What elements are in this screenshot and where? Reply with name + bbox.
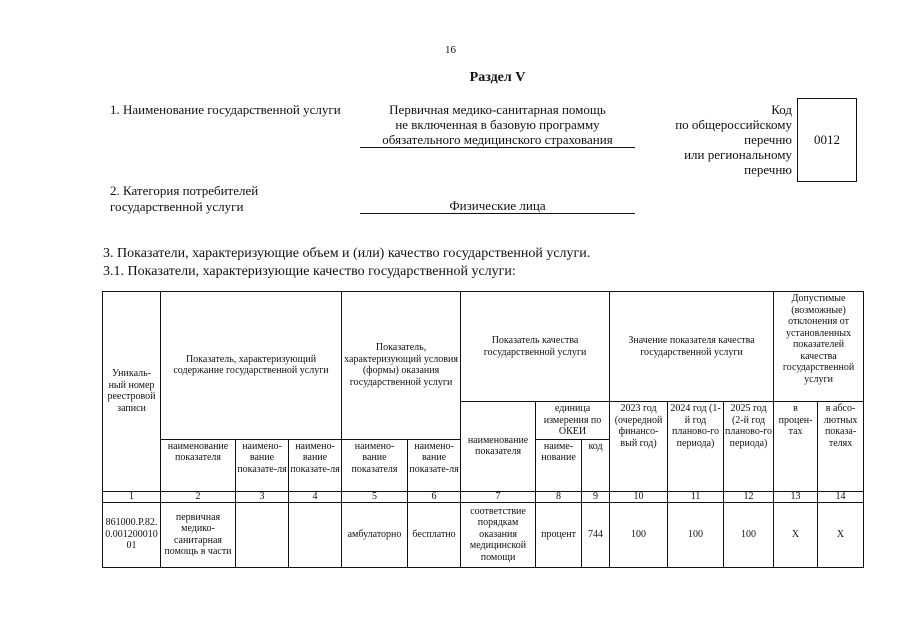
- column-number: 4: [289, 491, 342, 502]
- column-number: 7: [461, 491, 536, 502]
- cell-unit-code: 744: [582, 502, 610, 567]
- header-conditions-group: Показатель, характеризующий условия (формы) оказания государственной услуги: [342, 292, 461, 440]
- consumer-category-label: [110, 183, 258, 215]
- header-absolute: в абсо-лютных показа-телях: [818, 402, 864, 492]
- header-content-group: Показатель, характеризующий содержание государственной услуги: [161, 292, 342, 440]
- column-number: 14: [818, 491, 864, 502]
- column-number: 2: [161, 491, 236, 502]
- header-year-2024: 2024 год (1-й год планово-го периода): [668, 402, 724, 492]
- consumer-category-label-line-2: государственной услуги: [110, 199, 244, 214]
- column-number: 1: [103, 491, 161, 502]
- header-unit-code: код: [582, 439, 610, 491]
- service-name-line-2: не включенная в базовую программу: [395, 117, 600, 132]
- cell-condition-1: амбулаторно: [342, 502, 408, 567]
- header-unit-group: единица измерения по ОКЕИ: [536, 402, 610, 440]
- cell-registry-number: 861000.Р.82.0.00120001001: [103, 502, 161, 567]
- column-number: 3: [236, 491, 289, 502]
- column-number: 13: [774, 491, 818, 502]
- cell-content-2: [236, 502, 289, 567]
- header-unique-number: Уникаль-ный номер реестровой записи: [103, 292, 161, 492]
- header-indicator-name: наименование показателя: [461, 402, 536, 492]
- cell-deviation-percent: Х: [774, 502, 818, 567]
- header-conditions-col-2: наимено-вание показате-ля: [408, 439, 461, 491]
- column-number: 8: [536, 491, 582, 502]
- header-deviation-group: Допустимые (возможные) отклонения от установленных показателей качества государственной услуги: [774, 292, 864, 402]
- column-number: 5: [342, 491, 408, 502]
- indicators-heading: 3. Показатели, характеризующие объем и (или) качество государственной услуги.: [103, 246, 591, 261]
- quality-indicators-table: [102, 291, 864, 568]
- quality-heading: 3.1. Показатели, характеризующие качество государственной услуги:: [103, 264, 516, 279]
- section-title: Раздел V: [469, 70, 526, 85]
- code-label-line-5: перечню: [744, 162, 792, 177]
- header-value-group: Значение показателя качества государственной услуги: [610, 292, 774, 402]
- header-content-col-1: наименование показателя: [161, 439, 236, 491]
- cell-value-2024: 100: [668, 502, 724, 567]
- header-quality-group: Показатель качества государственной услуги: [461, 292, 610, 402]
- code-label-line-1: Код: [771, 102, 792, 117]
- cell-deviation-absolute: Х: [818, 502, 864, 567]
- code-box: [797, 98, 857, 182]
- page-number: 16: [445, 44, 456, 56]
- cell-content-3: [289, 502, 342, 567]
- column-number: 12: [724, 491, 774, 502]
- table-row: [103, 502, 864, 567]
- service-name-line-1: Первичная медико-санитарная помощь: [389, 102, 606, 117]
- header-content-col-3: наимено-вание показате-ля: [289, 439, 342, 491]
- code-value: 0012: [814, 132, 840, 147]
- header-year-2023: 2023 год (очередной финансо-вый год): [610, 402, 668, 492]
- service-name-value: [360, 102, 635, 148]
- service-name-line-3: обязательного медицинского страхования: [360, 132, 635, 148]
- code-label: [640, 102, 792, 177]
- consumer-category-value: Физические лица: [360, 198, 635, 214]
- service-name-label: 1. Наименование государственной услуги: [110, 102, 341, 117]
- header-percent: в процен-тах: [774, 402, 818, 492]
- code-label-line-2: по общероссийскому: [675, 117, 792, 132]
- column-number: 9: [582, 491, 610, 502]
- cell-value-2025: 100: [724, 502, 774, 567]
- code-label-line-3: перечню: [744, 132, 792, 147]
- column-number: 10: [610, 491, 668, 502]
- consumer-category-label-line-1: 2. Категория потребителей: [110, 183, 259, 198]
- cell-unit-name: процент: [536, 502, 582, 567]
- column-number: 11: [668, 491, 724, 502]
- header-content-col-2: наимено-вание показате-ля: [236, 439, 289, 491]
- header-unit-name: наиме-нование: [536, 439, 582, 491]
- cell-content-1: первичная медико-санитарная помощь в части: [161, 502, 236, 567]
- header-year-2025: 2025 год (2-й год планово-го периода): [724, 402, 774, 492]
- header-conditions-col-1: наимено-вание показателя: [342, 439, 408, 491]
- column-number: 6: [408, 491, 461, 502]
- cell-indicator-name: соответствие порядкам оказания медицинской помощи: [461, 502, 536, 567]
- cell-condition-2: бесплатно: [408, 502, 461, 567]
- column-numbers-row: [103, 491, 864, 502]
- code-label-line-4: или региональному: [684, 147, 792, 162]
- cell-value-2023: 100: [610, 502, 668, 567]
